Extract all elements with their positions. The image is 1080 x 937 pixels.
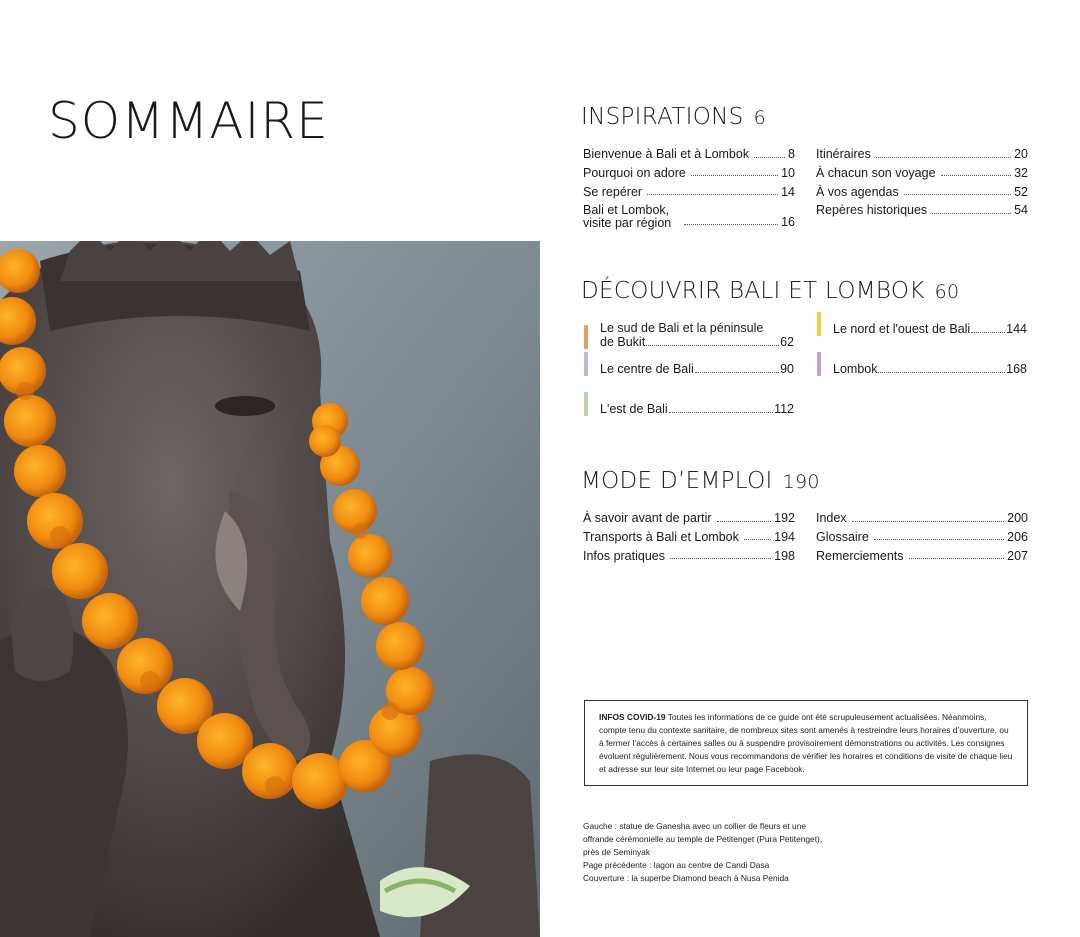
toc-label: Infos pratiques — [583, 548, 665, 563]
toc-page: 8 — [788, 147, 795, 162]
toc-row[interactable] — [816, 544, 1028, 563]
toc-row[interactable] — [583, 526, 795, 545]
region-label-line1: Le sud de Bali et la péninsule — [600, 321, 764, 335]
toc-page: 200 — [1007, 511, 1028, 526]
toc-row[interactable] — [583, 199, 795, 229]
region-page: 112 — [774, 402, 794, 416]
region-label-line2: Lombok — [833, 361, 878, 376]
toc-label: Se repérer — [583, 184, 643, 199]
region-color-bar — [817, 352, 821, 376]
region-page: 144 — [1006, 322, 1027, 336]
region-color-bar — [584, 352, 588, 376]
toc-page: 206 — [1007, 530, 1028, 544]
toc-page: 14 — [781, 184, 795, 199]
toc-page: 16 — [781, 214, 795, 229]
leader-dots — [878, 372, 1005, 373]
leader-dots — [646, 345, 779, 346]
toc-page: 20 — [1014, 147, 1028, 162]
caption-line: Page précédente : lagon au centre de Candi Dasa — [583, 860, 770, 870]
leader-dots — [874, 539, 1004, 540]
leader-dots — [691, 175, 778, 176]
toc-label: Index — [816, 511, 847, 526]
toc-page: 10 — [781, 166, 795, 180]
toc-row[interactable] — [816, 180, 1028, 199]
toc-label: Repères historiques — [816, 203, 928, 218]
toc-page: 32 — [1014, 166, 1028, 180]
toc-row[interactable] — [583, 162, 795, 181]
toc-row[interactable] — [816, 526, 1028, 545]
toc-label: Transports à Bali et Lombok — [583, 530, 739, 544]
leader-dots — [909, 558, 1005, 559]
toc-row[interactable] — [583, 544, 795, 563]
toc-label: Pourquoi on adore — [583, 166, 686, 180]
toc-row[interactable] — [816, 143, 1028, 162]
region-item-sud-bali[interactable] — [584, 322, 794, 349]
toc-label: Bienvenue à Bali et à Lombok — [583, 147, 750, 162]
toc-label: Remerciements — [816, 548, 904, 563]
toc-row[interactable] — [583, 180, 795, 199]
leader-dots — [754, 157, 785, 158]
leader-dots — [744, 539, 771, 540]
toc-label: Itinéraires — [816, 147, 871, 162]
inspirations-list-left — [583, 143, 795, 229]
section-page: 6 — [753, 107, 766, 129]
mode-emploi-list-left — [583, 507, 795, 563]
mode-emploi-list-right — [816, 507, 1028, 563]
toc-label: À vos agendas — [816, 184, 899, 199]
section-title: INSPIRATIONS — [581, 104, 744, 130]
leader-dots — [904, 194, 1011, 195]
region-color-bar — [817, 312, 821, 336]
section-inspirations-heading — [581, 106, 766, 129]
toc-row[interactable] — [816, 162, 1028, 181]
covid-title: INFOS COVID-19 — [599, 712, 666, 722]
region-item-nord-ouest[interactable] — [817, 322, 1027, 336]
leader-dots — [669, 412, 773, 413]
leader-dots — [670, 558, 771, 559]
page-title: SOMMAIRE — [48, 92, 329, 150]
toc-row[interactable] — [816, 507, 1028, 526]
toc-row[interactable] — [583, 143, 795, 162]
toc-page: 198 — [774, 548, 795, 563]
leader-dots — [932, 213, 1011, 214]
region-label-line2: L'est de Bali — [600, 401, 668, 416]
section-page: 60 — [934, 281, 960, 303]
toc-page: 194 — [774, 530, 795, 544]
region-item-est[interactable] — [584, 402, 794, 416]
photo-caption — [583, 820, 823, 885]
region-label-line2: de Bukit — [600, 335, 646, 349]
caption-line: Couverture : la superbe Diamond beach à Nusa Penida — [583, 873, 789, 883]
ganesha-photo — [0, 241, 540, 937]
region-page: 168 — [1006, 362, 1027, 376]
region-label-line2: Le centre de Bali — [600, 361, 694, 376]
leader-dots — [695, 372, 779, 373]
toc-label: Glossaire — [816, 530, 869, 544]
ganesha-illustration — [0, 241, 540, 937]
toc-label: Bali et Lombok, visite par région — [583, 203, 672, 230]
leader-dots — [941, 175, 1012, 176]
covid-info-box — [584, 700, 1028, 786]
leader-dots — [971, 332, 1005, 333]
section-decouvrir-heading — [581, 280, 959, 303]
toc-row[interactable] — [583, 507, 795, 526]
region-label-line2: Le nord et l'ouest de Bali — [833, 321, 971, 336]
leader-dots — [684, 224, 778, 225]
toc-label: À chacun son voyage — [816, 166, 936, 180]
region-item-centre[interactable] — [584, 362, 794, 376]
toc-label: À savoir avant de partir — [583, 511, 712, 526]
region-page: 90 — [780, 362, 794, 376]
toc-page: 52 — [1014, 184, 1028, 199]
leader-dots — [876, 157, 1011, 158]
region-page: 62 — [780, 335, 794, 350]
leader-dots — [852, 521, 1005, 522]
caption-line: Gauche : statue de Ganesha avec un collier de fleurs et une offrande cérémonielle au temple de Petitenget (Pura Petitenget), près de Seminyak — [583, 821, 823, 857]
toc-row[interactable] — [816, 199, 1028, 218]
toc-page: 192 — [774, 511, 795, 526]
covid-text: Toutes les informations de ce guide ont été scrupuleusement actualisées. Néanmoins, compte tenu du contexte sanitaire, de nombreux sites sont amenés à restreindre leurs horaires d’ouverture, ou à fermer l’accès à certaines salles ou à suspendre provisoirement démonstrations ou activités. Les consignes évoluent régulièrement. Nous vous recommandons de vérifier les horaires et conditions de visite de chaque lieu et adresse sur leur site Internet ou leur page Facebook. — [599, 712, 1013, 774]
section-page: 190 — [782, 471, 820, 493]
section-mode-emploi-heading — [581, 470, 820, 493]
toc-page: 207 — [1007, 548, 1028, 563]
region-item-lombok[interactable] — [817, 362, 1027, 376]
region-color-bar — [584, 392, 588, 416]
section-title: MODE D’EMPLOI — [581, 468, 773, 494]
inspirations-list-right — [816, 143, 1028, 218]
region-color-bar — [584, 325, 588, 349]
section-title: DÉCOUVRIR BALI ET LOMBOK — [581, 278, 925, 304]
leader-dots — [717, 521, 772, 522]
leader-dots — [647, 194, 778, 195]
toc-page: 54 — [1014, 203, 1028, 218]
